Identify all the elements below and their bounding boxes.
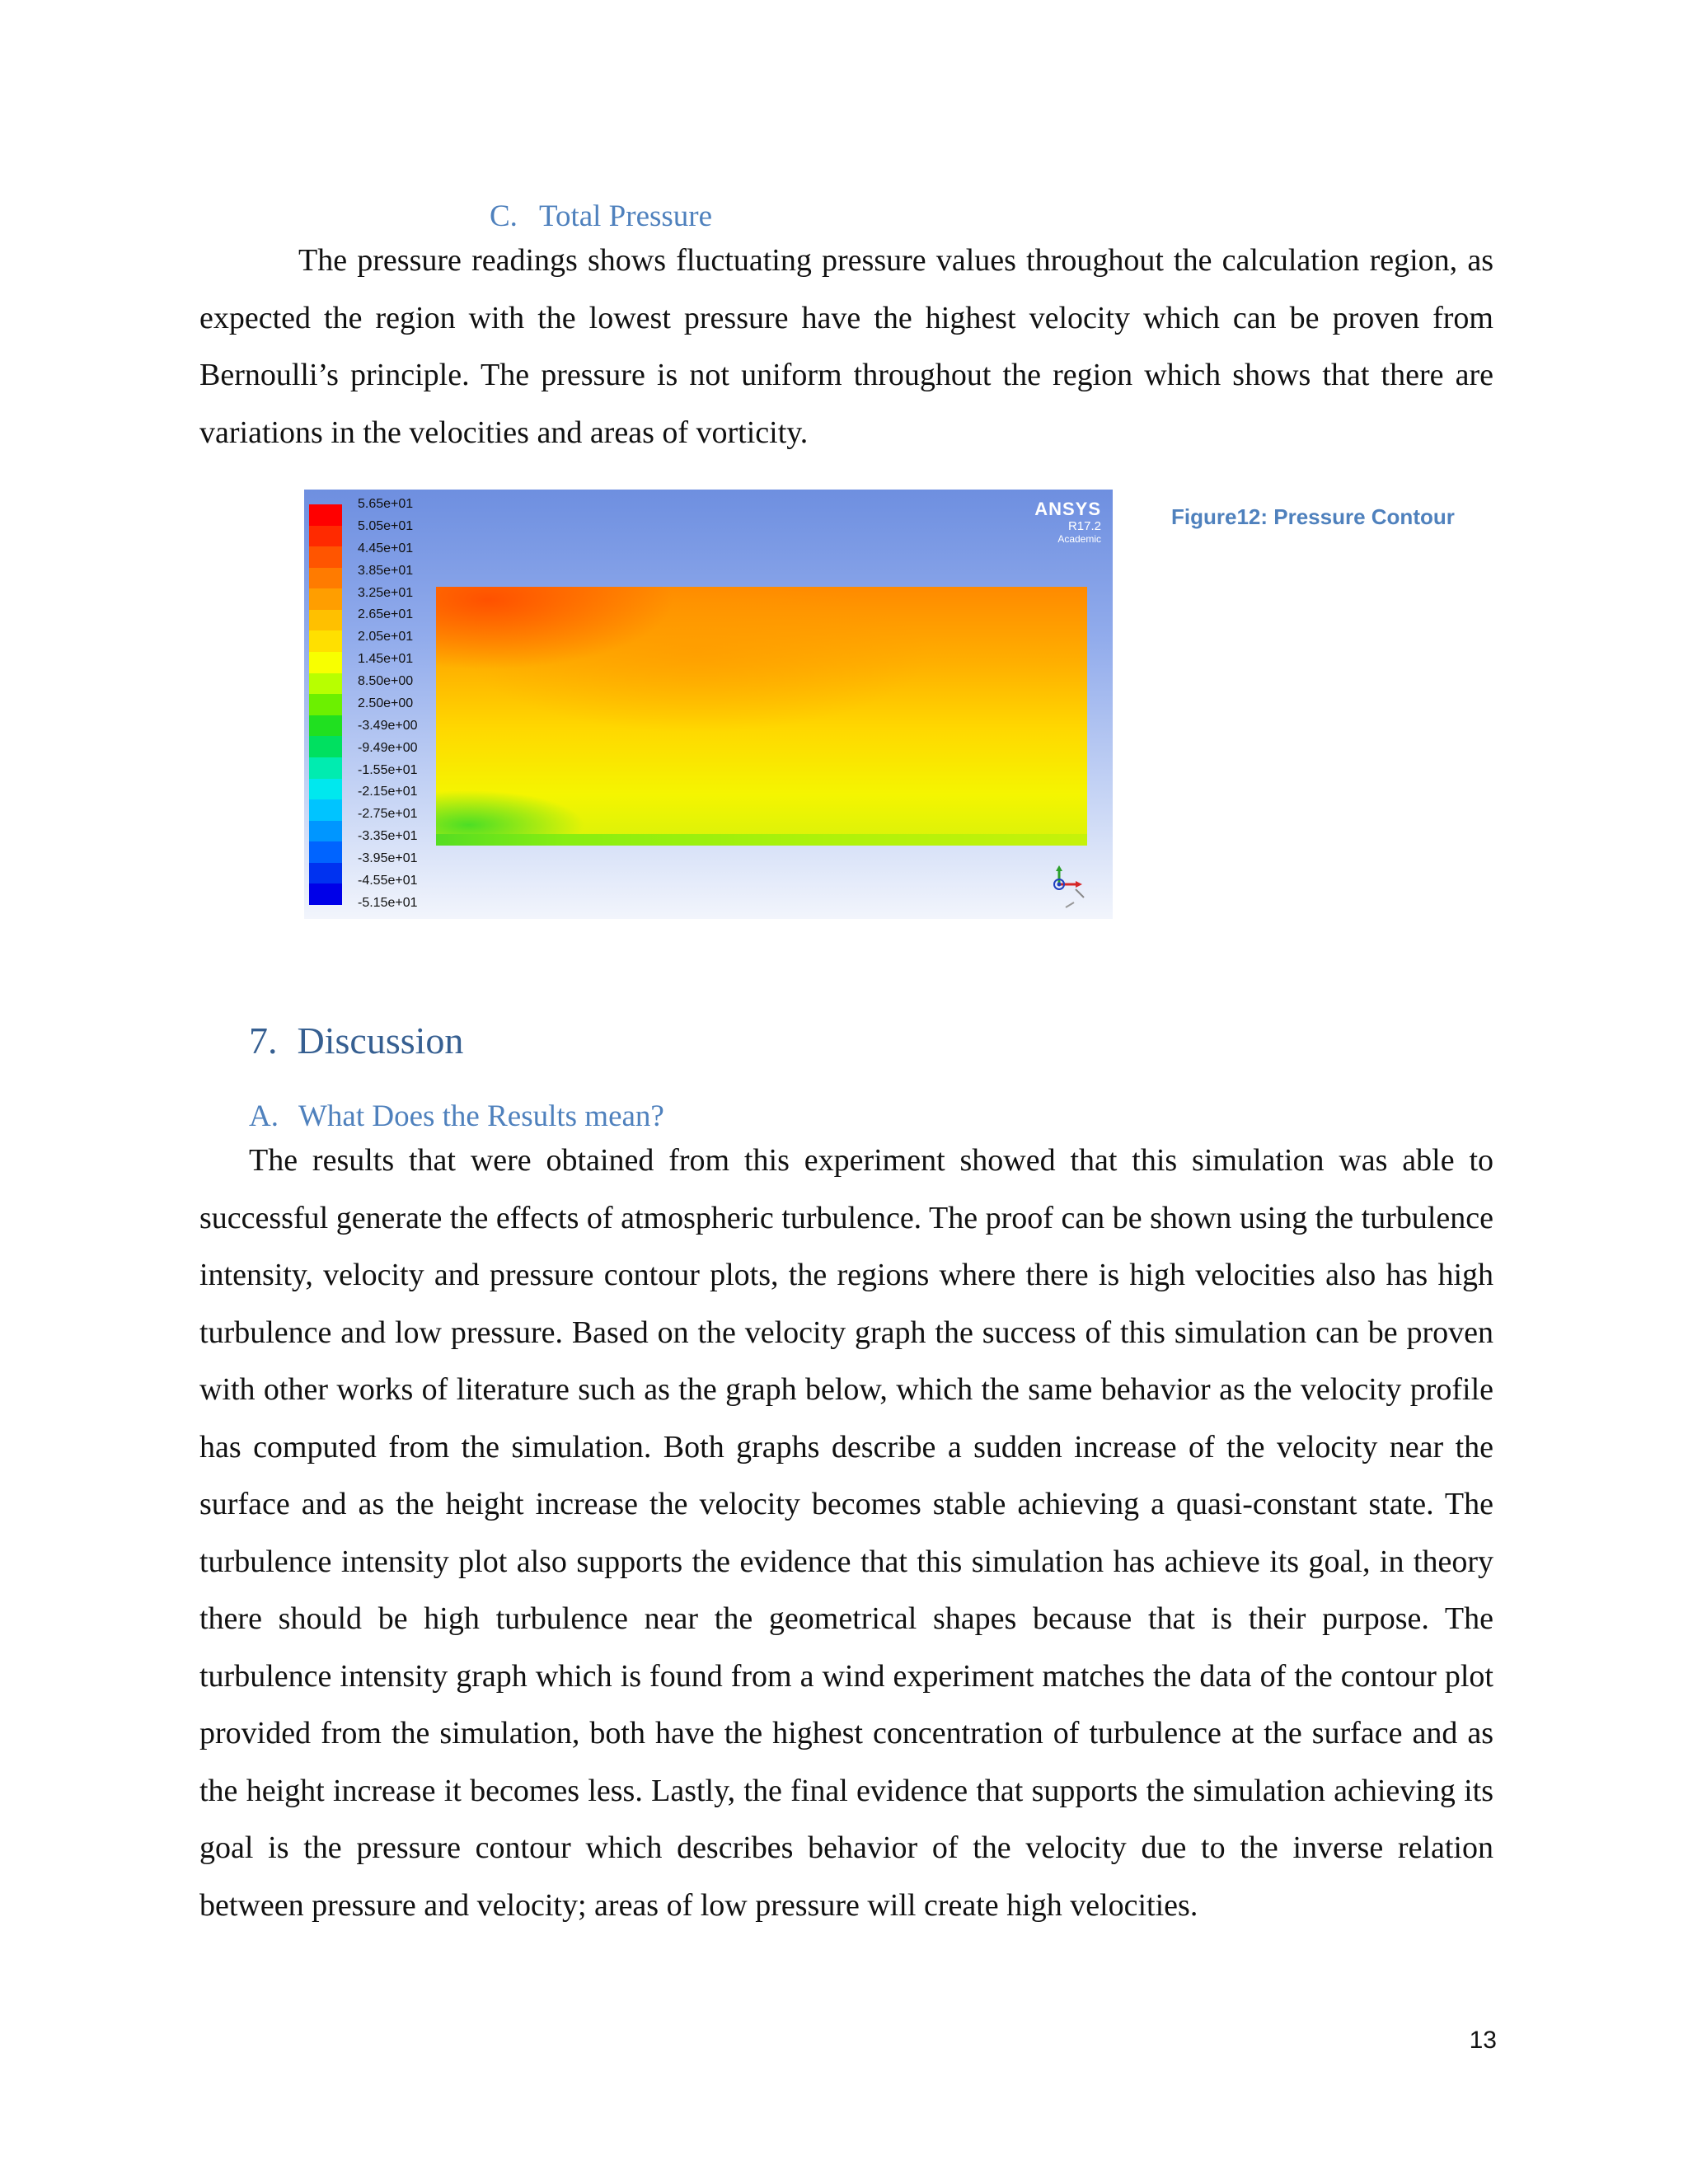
- legend-swatch: [309, 673, 342, 695]
- section-c-body: [199, 232, 1493, 462]
- legend-value-label: -9.49e+00: [358, 740, 418, 755]
- legend-value-label: 4.45e+01: [358, 541, 414, 555]
- legend-value-label: 8.50e+00: [358, 674, 414, 688]
- legend-swatch: [309, 757, 342, 779]
- color-legend-labels: [358, 496, 448, 912]
- legend-swatch: [309, 588, 342, 610]
- ansys-logo: [1034, 499, 1101, 546]
- legend-swatch: [309, 568, 342, 589]
- legend-swatch: [309, 652, 342, 673]
- legend-swatch: [309, 526, 342, 547]
- legend-swatch: [309, 610, 342, 631]
- legend-value-label: -1.55e+01: [358, 762, 418, 777]
- legend-value-label: -2.75e+01: [358, 807, 418, 822]
- section-a-paragraph: The results that were obtained from this experiment showed that this simulation was able to successful generate the effects of atmospheric turbulence. The proof can be shown using the turbulence intensity, velocity and pressure contour plots, the regions where there is high velocities also has high turbulence and low pressure. Based on the velocity graph the success of this simulation can be proven with other works of literature such as the graph below, which the same behavior as the velocity profile has computed from the simulation. Both graphs describe a sudden increase of the velocity near the surface and as the height increase the velocity becomes stable achieving a quasi-constant state. The turbulence intensity plot also supports the evidence that this simulation has achieve its goal, in theory there should be high turbulence near the geometrical shapes because that is their purpose. The turbulence intensity graph which is found from a wind experiment matches the data of the contour plot provided from the simulation, both have the highest concentration of turbulence at the surface and as the height increase it becomes less. Lastly, the final evidence that supports the simulation achieving its goal is the pressure contour which describes behavior of the velocity due to the inverse relation between pressure and velocity; areas of low pressure will create high velocities.: [199, 1143, 1493, 1923]
- legend-value-label: 1.45e+01: [358, 652, 414, 667]
- legend-value-label: 5.65e+01: [358, 497, 414, 511]
- legend-value-label: -5.15e+01: [358, 895, 418, 910]
- section-c-title: Total Pressure: [538, 199, 713, 233]
- legend-value-label: -3.95e+01: [358, 851, 418, 865]
- legend-value-label: -4.55e+01: [358, 873, 418, 888]
- coordinate-axes-icon: [1046, 865, 1095, 914]
- legend-value-label: -3.49e+00: [358, 718, 418, 733]
- page-number: 13: [1469, 2027, 1497, 2054]
- legend-swatch: [309, 799, 342, 821]
- legend-value-label: -3.35e+01: [358, 829, 418, 844]
- section-c-paragraph: The pressure readings shows fluctuating pressure values throughout the calculation region, as expected the region with the lowest pressure have the highest velocity which can be proven from Bernoulli’s principle. The pressure is not uniform throughout the region which shows that there are variations in the velocities and areas of vorticity.: [199, 243, 1493, 450]
- section-a-body: [199, 1132, 1493, 1934]
- legend-value-label: -2.15e+01: [358, 785, 418, 799]
- legend-value-label: 3.25e+01: [358, 585, 414, 600]
- legend-swatch: [309, 504, 342, 526]
- legend-value-label: 2.50e+00: [358, 696, 414, 710]
- legend-value-label: 3.85e+01: [358, 563, 414, 578]
- color-legend-bar: [309, 504, 342, 905]
- legend-swatch: [309, 821, 342, 842]
- section-a-heading: [249, 1101, 664, 1132]
- legend-swatch: [309, 841, 342, 863]
- legend-swatch: [309, 883, 342, 905]
- legend-value-label: 5.05e+01: [358, 518, 414, 533]
- section-a-label: A.: [249, 1099, 279, 1133]
- legend-swatch: [309, 715, 342, 737]
- legend-swatch: [309, 779, 342, 800]
- section-7-heading: [249, 1019, 464, 1062]
- section-c-label: C.: [490, 199, 518, 233]
- pressure-contour-figure: [304, 490, 1113, 919]
- legend-swatch: [309, 863, 342, 884]
- ansys-brand: ANSYS: [1034, 499, 1101, 519]
- legend-swatch: [309, 630, 342, 652]
- legend-value-label: 2.05e+01: [358, 630, 414, 644]
- ansys-edition: Academic: [1057, 533, 1101, 545]
- section-7-title: Discussion: [297, 1019, 464, 1062]
- legend-swatch: [309, 546, 342, 568]
- legend-swatch: [309, 736, 342, 757]
- section-a-title: What Does the Results mean?: [298, 1099, 664, 1133]
- pressure-contour-plot: [436, 587, 1087, 846]
- section-c-heading: [490, 201, 712, 232]
- legend-swatch: [309, 694, 342, 715]
- legend-value-label: 2.65e+01: [358, 607, 414, 622]
- ansys-version: R17.2: [1067, 519, 1101, 533]
- contour-surface-band: [436, 834, 1087, 846]
- section-7-number: 7.: [249, 1019, 278, 1062]
- figure-caption: Figure12: Pressure Contour: [1171, 504, 1455, 529]
